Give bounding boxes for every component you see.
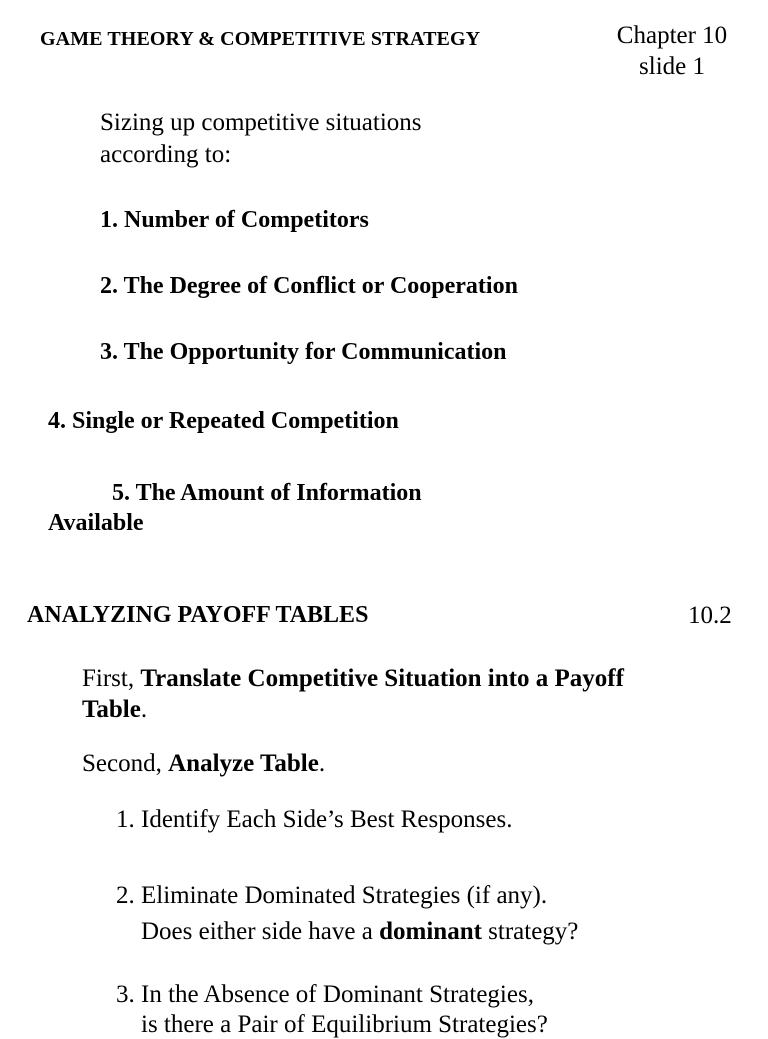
list-item-conflict: 2. The Degree of Conflict or Cooperation xyxy=(100,273,518,299)
step2-bold: dominant xyxy=(379,918,482,945)
second-prefix: Second, xyxy=(82,750,169,777)
intro-line1: Sizing up competitive situations xyxy=(100,109,422,136)
first-bold-line2: Table xyxy=(82,696,141,723)
list-item-communication: 3. The Opportunity for Communication xyxy=(100,339,507,365)
chapter-label xyxy=(610,20,734,82)
first-step-line1 xyxy=(82,665,624,693)
intro-line2: according to: xyxy=(100,141,232,168)
list-item-repeated: 4. Single or Repeated Competition xyxy=(48,408,399,434)
slide2-title: ANALYZING PAYOFF TABLES xyxy=(27,602,369,628)
step2-suffix: strategy? xyxy=(481,918,579,945)
slide1-title: GAME THEORY & COMPETITIVE STRATEGY xyxy=(40,28,481,50)
first-step-line2 xyxy=(82,696,147,724)
list-item-information-cont: Available xyxy=(48,510,144,536)
second-bold: Analyze Table xyxy=(168,750,319,777)
chapter-line1: Chapter 10 xyxy=(616,22,728,49)
step2-prefix: Does either side have a xyxy=(141,918,380,945)
second-suffix: . xyxy=(318,750,326,777)
list-item-competitors: 1. Number of Competitors xyxy=(100,207,369,233)
first-bold-line1: Translate Competitive Situation into a Payoff xyxy=(140,665,624,692)
step2-line1: 2. Eliminate Dominated Strategies (if any). xyxy=(116,882,548,909)
step2-line2 xyxy=(141,918,578,946)
slide2-number: 10.2 xyxy=(688,602,732,629)
step3-line2: is there a Pair of Equilibrium Strategies? xyxy=(141,1011,548,1038)
step1-text: 1. Identify Each Side’s Best Responses. xyxy=(116,806,513,833)
step3-line1: 3. In the Absence of Dominant Strategies, xyxy=(116,981,534,1008)
chapter-line2: slide 1 xyxy=(639,53,705,80)
first-suffix: . xyxy=(140,696,148,723)
first-prefix: First, xyxy=(82,665,141,692)
second-step xyxy=(82,750,325,778)
list-item-information: 5. The Amount of Information xyxy=(112,480,422,506)
